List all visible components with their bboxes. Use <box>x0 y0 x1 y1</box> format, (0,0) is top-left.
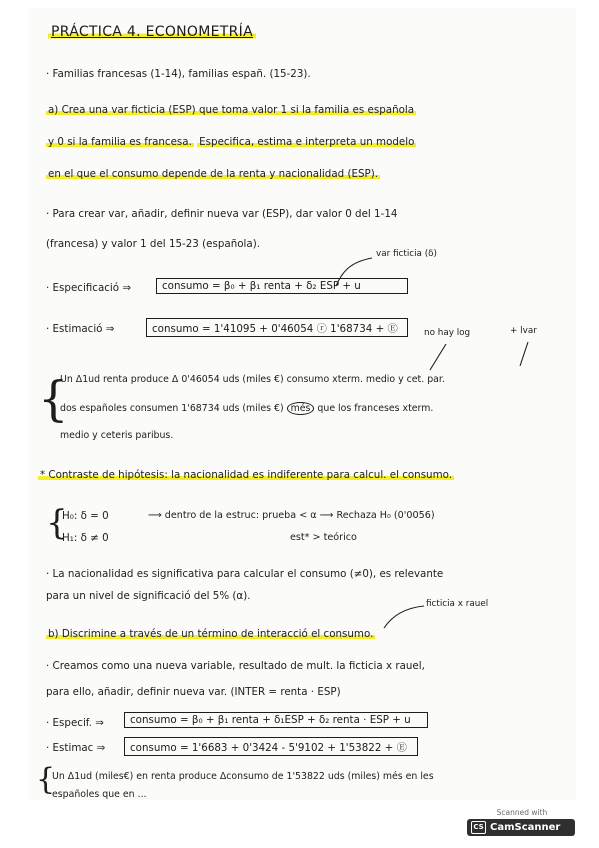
contrast-text: * Contraste de hipótesis: la nacionalidad es indiferente para calcul. el consumo. <box>40 469 453 481</box>
conclusion-line1: · La nacionalidad es significativa para calcular el consumo (≠0), es relevante <box>46 568 444 580</box>
conclusion-line2: para un nivel de significació del 5% (α). <box>46 590 251 602</box>
spec-note: var ficticia (δ) <box>376 249 437 259</box>
intro-line: · Familias francesas (1-14), familias españ. (15-23). <box>46 68 311 80</box>
hyp-h1: H₁: δ ≠ 0 <box>62 532 109 544</box>
title-text: PRÁCTICA 4. ECONOMETRÍA <box>48 24 256 40</box>
scanned-with-text: Scanned with <box>496 808 548 817</box>
estim2-label: · Estimac ⇒ <box>46 742 106 754</box>
estim-formula-box: consumo = 1'41095 + 0'46054 ⓡ 1'68734 + Ⓔ <box>146 318 408 337</box>
interaction-line2: para ello, añadir, definir nueva var. (INTER = renta · ESP) <box>46 686 341 698</box>
bottom-line1: Un Δ1ud (miles€) en renta produce Δconsumo de 1'53822 uds (miles) més en les <box>52 771 434 782</box>
camscanner-watermark <box>467 808 577 836</box>
hyp-h1-note: est* > teórico <box>290 532 357 543</box>
spec2-formula-box: consumo = β₀ + β₁ renta + δ₁ESP + δ₂ renta · ESP + u <box>124 712 428 728</box>
interp-line3: medio y ceteris paribus. <box>60 430 174 441</box>
interp-brace: { <box>38 371 69 427</box>
section-b-text: b) Discrimine a través de un término de interacció el consumo. <box>48 628 374 640</box>
hyp-h0: H₀: δ = 0 <box>62 510 109 522</box>
section-a-text2: y 0 si la familia es francesa. <box>48 136 192 148</box>
spec-note-arrow <box>336 258 372 286</box>
hyp-brace: { <box>46 503 68 543</box>
bottom-brace: { <box>36 762 56 797</box>
interp-line2-text: dos españoles consumen 1'68734 uds (miles €) <box>60 403 284 414</box>
camscanner-badge <box>467 819 575 836</box>
log-note-arrow <box>430 344 446 370</box>
estim-note-lvar: + lvar <box>510 326 537 336</box>
spec-formula-box: consumo = β₀ + β₁ renta + δ₂ ESP + u <box>156 278 408 294</box>
interp-line2-rest: que los franceses xterm. <box>317 403 434 414</box>
estim2-formula-box: consumo = 1'6683 + 0'3424 - 5'9102 + 1'53822 + Ⓔ <box>124 737 418 756</box>
estim-label: · Estimació ⇒ <box>46 323 115 335</box>
section-a-text2-rest: Especifica, estima e interpreta un modelo <box>199 136 415 148</box>
camscanner-brand: CamScanner <box>490 822 561 833</box>
camscanner-logo-icon: CS <box>471 821 486 834</box>
section-a-text3: en el que el consumo depende de la renta y nacionalidad (ESP). <box>48 168 379 180</box>
create-var-line2: (francesa) y valor 1 del 15-23 (española). <box>46 238 260 250</box>
section-b-note-arrow <box>384 606 424 628</box>
create-var-line1: · Para crear var, añadir, definir nueva var (ESP), dar valor 0 del 1-14 <box>46 208 398 220</box>
lvar-note-arrow <box>520 342 528 366</box>
interaction-line1: · Creamos como una nueva variable, resultado de mult. la ficticia x rauel, <box>46 660 425 672</box>
estim-note-log: no hay log <box>424 328 471 338</box>
spec-label: · Especificació ⇒ <box>46 282 131 294</box>
hyp-h0-note: ⟶ dentro de la estruc: prueba < α ⟶ Rechaza H₀ (0'0056) <box>148 510 435 521</box>
interp-circled-word: més <box>287 402 315 415</box>
section-b-note: ficticia x rauel <box>426 599 489 609</box>
spec2-label: · Especif. ⇒ <box>46 717 104 729</box>
section-a-text1: a) Crea una var ficticia (ESP) que toma valor 1 si la familia es española <box>48 104 415 116</box>
bottom-line2: españoles que en ... <box>52 789 147 800</box>
interp-line1: Un Δ1ud renta produce Δ 0'46054 uds (miles €) consumo xterm. medio y cet. par. <box>60 374 445 385</box>
